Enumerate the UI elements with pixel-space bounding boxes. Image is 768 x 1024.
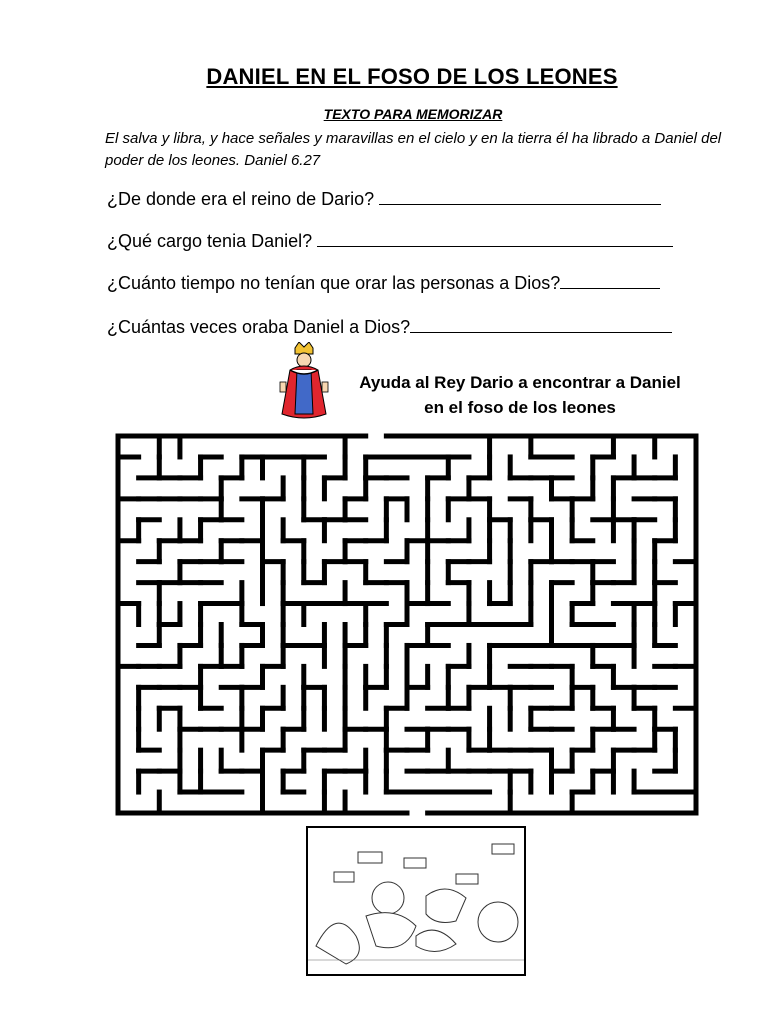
maze-instruction	[330, 370, 710, 420]
worksheet-title: DANIEL EN EL FOSO DE LOS LEONES	[206, 64, 618, 89]
question-4	[107, 316, 672, 338]
king-darius-picture	[276, 342, 332, 422]
answer-line-3[interactable]	[560, 272, 660, 289]
question-2-text: ¿Qué cargo tenia Daniel?	[107, 231, 313, 251]
memory-verse-heading: TEXTO PARA MEMORIZAR	[323, 106, 503, 122]
maze-instruction-line-1: Ayuda al Rey Dario a encontrar a Daniel	[359, 373, 681, 392]
question-3	[107, 272, 660, 294]
question-2	[107, 230, 673, 252]
question-1-text: ¿De donde era el reino de Dario?	[107, 189, 375, 209]
maze-puzzle[interactable]	[114, 432, 700, 817]
answer-line-2[interactable]	[317, 230, 673, 247]
maze-instruction-line-2: en el foso de los leones	[424, 398, 616, 417]
question-4-text: ¿Cuántas veces oraba Daniel a Dios?	[107, 317, 411, 337]
answer-line-4[interactable]	[410, 316, 672, 333]
question-3-text: ¿Cuánto tiempo no tenían que orar las personas a Dios?	[107, 273, 561, 293]
memory-verse-text: El salva y libra, y hace señales y maravillas en el cielo y en la tierra él ha librado a Daniel del poder de los leones. Daniel 6.27	[105, 130, 722, 169]
question-1	[107, 188, 661, 210]
lions-den-picture	[306, 826, 526, 976]
answer-line-1[interactable]	[379, 188, 661, 205]
